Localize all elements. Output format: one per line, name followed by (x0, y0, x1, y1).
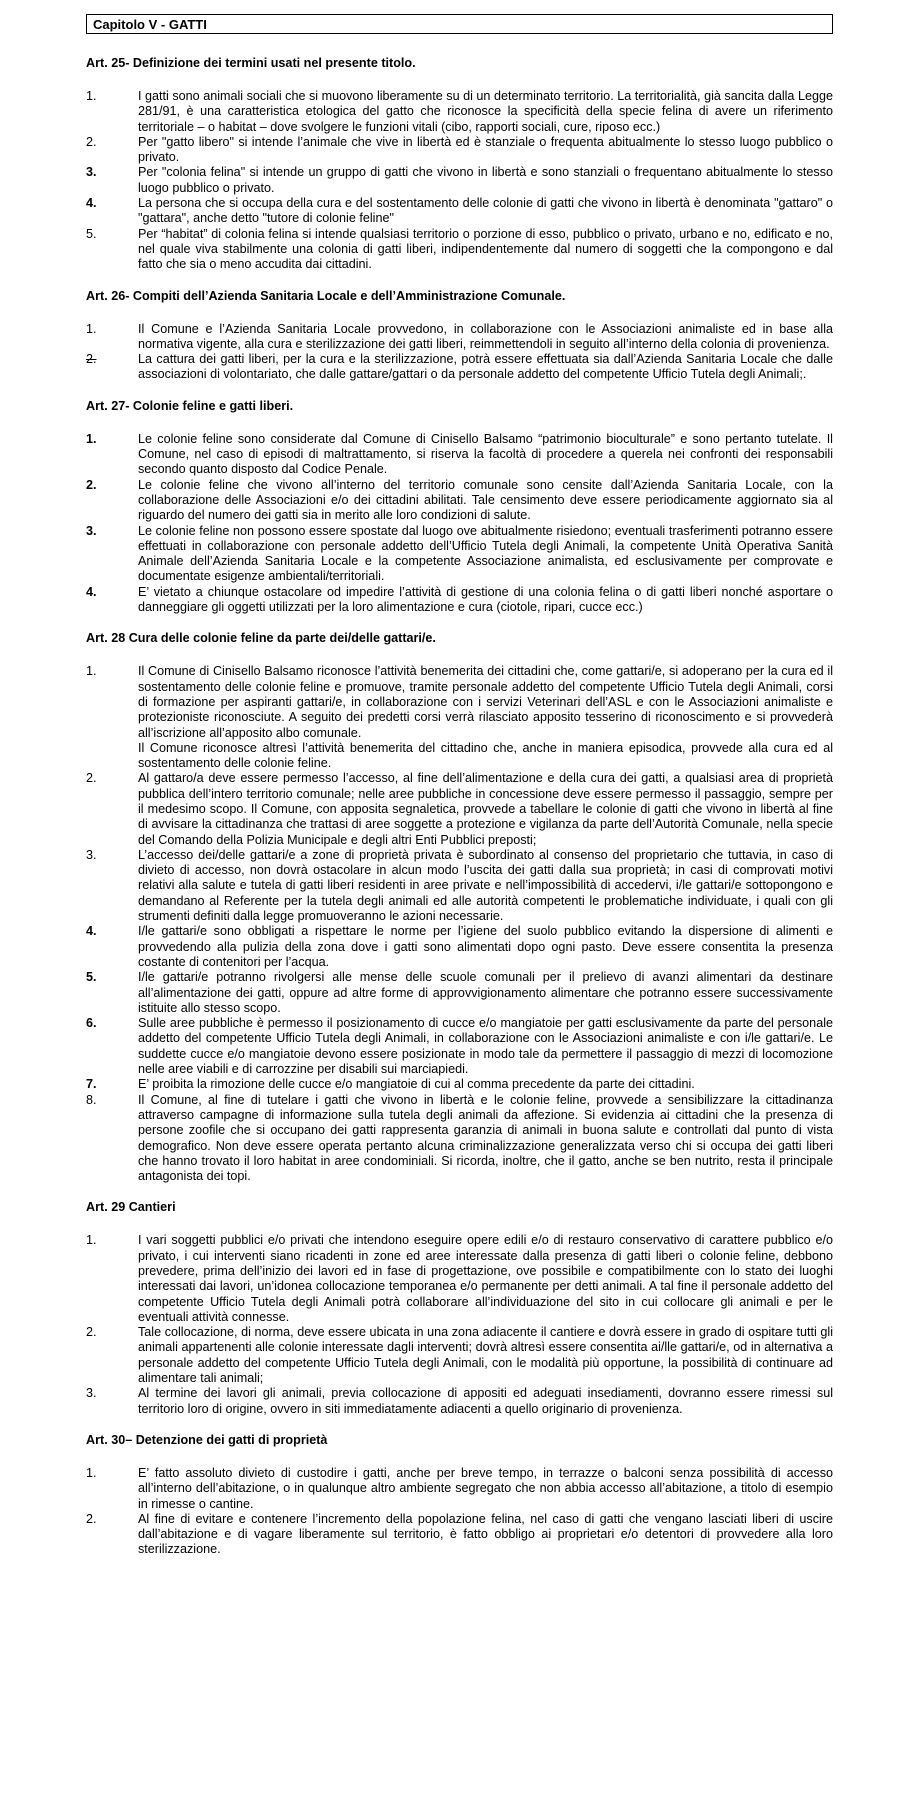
item-number: 5. (86, 226, 97, 241)
item-text: Le colonie feline non possono essere spostate dal luogo ove abitualmente risiedono; eventuali trasferimenti potranno essere effettuati in collaborazione con personale addetto dell’Ufficio Tutela degli Animali, la competente Unità Operativa Sanità Animale dell’Azienda Sanitaria Locale e la competente Associazione animalista, ed esclusivamente per comprovate e documentate esigenze ambientali/territoriali. (138, 523, 833, 584)
item-number: 8. (86, 1092, 97, 1107)
item-number: 2. (86, 134, 97, 149)
item-number: 3. (86, 165, 97, 180)
item-text: I/le gattari/e sono obbligati a rispettare le norme per l’igiene del suolo pubblico evitando la dispersione di alimenti e provvedendo alla pulizia della zona dove i gatti sono alimentati dopo ogni pasto. Deve essere consentita la presenza costante di contenitori per l’acqua. (138, 924, 833, 969)
article-items (86, 89, 833, 273)
article-items (86, 1466, 833, 1558)
list-item (86, 1512, 833, 1558)
list-item (86, 1016, 833, 1077)
article-section (86, 56, 833, 273)
item-text: La persona che si occupa della cura e del sostentamento delle colonie di gatti che vivono in libertà è denominata "gattaro" o "gattara", anche detto "tutore di colonie feline" (138, 196, 833, 226)
item-text: Per "colonia felina" si intende un gruppo di gatti che vivono in libertà e sono stanziali o frequentano abitualmente lo stesso luogo pubblico o privato. (138, 165, 833, 195)
item-number: 1. (86, 431, 97, 446)
item-text: I vari soggetti pubblici e/o privati che intendono eseguire opere edili e/o di restauro conservativo di carattere pubblico e/o privato, i cui interventi siano ricadenti in zone ed aree interessate dalla presenza di gatti liberi o colonie feline, debbono prevedere, prima dell’inizio dei lavori ed in fase di progettazione, ove possibile e compatibilmente con lo stato dei luoghi interessati dai lavori, un’idonea collocazione temporanea e/o permanente per detti animali. A tal fine il personale addetto del competente Ufficio Tutela degli Animali potrà collaborare all’individuazione del sito in cui collocare gli animali e per le eventuali attività connesse. (138, 1233, 833, 1324)
item-number: 5. (86, 970, 97, 985)
list-item (86, 1325, 833, 1386)
item-text: Il Comune, al fine di tutelare i gatti che vivono in libertà e le colonie feline, provvede a sensibilizzare la cittadinanza attraverso campagne di informazione sulla tutela degli animali da affezione. Si evidenzia ai cittadini che la presenza di persone zoofile che si occupano dei gatti rappresenta garanzia di animali in buona salute e controllati dal punto di vista demografico. Non deve essere operata pertanto alcuna criminalizzazione generalizzata verso chi si occupa dei gatti liberi che hanno trovato il loro habitat in aree condominiali. Si ricorda, inoltre, che il gatto, anche se ben nutrito, resta il principale antagonista dei topi. (138, 1092, 833, 1184)
list-item (86, 135, 833, 166)
item-number: 1. (86, 321, 97, 336)
article-section (86, 631, 833, 1184)
item-text: E’ proibita la rimozione delle cucce e/o mangiatoie di cui al comma precedente da parte dei cittadini. (138, 1077, 695, 1092)
item-number: 1. (86, 664, 97, 679)
item-number: 6. (86, 1016, 97, 1031)
list-item (86, 970, 833, 1016)
list-item (86, 1466, 833, 1512)
list-item (86, 1233, 833, 1325)
item-number: 2. (86, 477, 97, 492)
article-section (86, 1200, 833, 1417)
item-text: Per “habitat” di colonia felina si intende qualsiasi territorio o porzione di esso, pubblico o privato, urbano e no, edificato e no, nel quale viva stabilmente una colonia di gatti liberi, indipendentemente dal numero di soggetti che la compongono e dal fatto che sia o meno accudita dai cittadini. (138, 226, 833, 272)
article-section (86, 399, 833, 616)
article-title: Art. 30– Detenzione dei gatti di proprietà (86, 1432, 328, 1447)
item-number: 2. (86, 352, 97, 367)
item-text: Tale collocazione, di norma, deve essere ubicata in una zona adiacente il cantiere e dovrà essere in grado di ospitare tutti gli animali appartenenti alle colonie interessate dagli interventi; dovrà altresì essere consentita ai/lle gattari/e, od in alternativa a personale addetto del competente Ufficio Tutela degli Animali, con le modalità più opportune, la possibilità di continuare ad alimentare tali animali; (138, 1325, 833, 1386)
item-number: 2. (86, 1511, 97, 1526)
item-text: E’ vietato a chiunque ostacolare od impedire l’attività di gestione di una colonia felina o di gatti liberi nonché asportare o danneggiare gli oggetti utilizzati per la loro alimentazione e cura (ciotole, ripari, cucce ecc.) (138, 584, 833, 615)
list-item (86, 848, 833, 924)
list-item (86, 1093, 833, 1185)
list-item (86, 664, 833, 771)
list-item (86, 227, 833, 273)
list-item (86, 322, 833, 353)
item-number: 2. (86, 1325, 97, 1340)
article-section (86, 289, 833, 383)
article-title: Art. 29 Cantieri (86, 1200, 176, 1215)
item-text: Al termine dei lavori gli animali, previa collocazione di appositi ed adeguati insediamenti, dovranno essere rimessi sul territorio loro di origine, ovvero in siti immediatamente adiacenti a quello originario di provenienza. (138, 1386, 833, 1416)
list-item (86, 585, 833, 616)
item-text: L’accesso dei/delle gattari/e a zone di proprietà privata è subordinato al consenso del proprietario che tuttavia, in caso di divieto di accesso, non dovrà ostacolare in alcun modo l’uscita dei gatti dalla sua proprietà; in casi di comprovati motivi relativi alla salute e tutela di gatti liberi residenti in aree private e nell’impossibilità di accedervi, i/le gattari/e sottopongono e demandano al Referente per la tutela degli animali ed alle autorità competenti le problematiche individuate, i quali con gli strumenti definiti dalla legge promuoveranno le azioni necessarie. (138, 847, 833, 924)
item-text: Le colonie feline che vivono all’interno del territorio comunale sono censite dall’Azienda Sanitaria Locale, con la collaborazione delle Associazioni e/o dei cittadini abilitati. Tale censimento deve essere periodicamente aggiornato sia al riguardo del numero dei gatti sia in merito alle loro condizioni di salute. (138, 477, 833, 523)
list-item (86, 1077, 833, 1092)
item-text: I/le gattari/e potranno rivolgersi alle mense delle scuole comunali per il prelievo di avanzi alimentari da destinare all’alimentazione dei gatti, oppure ad altre forme di approvvigionamento alimentare che potranno essere successivamente istituite allo stesso scopo. (138, 970, 833, 1015)
chapter-heading: Capitolo V - GATTI (86, 14, 833, 34)
item-text: Il Comune e l’Azienda Sanitaria Locale provvedono, in collaborazione con le Associazioni animaliste ed in base alla normativa vigente, alla cura e sterilizzazione dei gatti liberi, reimmettendoli in seguito all’interno della colonia di provenienza. (138, 321, 833, 351)
item-number: 3. (86, 1386, 97, 1401)
article-title: Art. 28 Cura delle colonie feline da parte dei/delle gattari/e. (86, 631, 436, 646)
item-number: 7. (86, 1077, 97, 1092)
item-number: 4. (86, 924, 97, 939)
article-items (86, 1233, 833, 1417)
list-item (86, 1386, 833, 1417)
item-text: Il Comune di Cinisello Balsamo riconosce l’attività benemerita dei cittadini che, come gattari/e, si adoperano per la cura ed il sostentamento delle colonie feline e promuove, tramite personale addetto del competente Ufficio Tutela degli Animali, corsi di formazione per aspiranti gattari/e, in collaborazione con i servizi Veterinari dell’ASL e con le Associazioni animaliste e protezioniste riconosciute. A seguito dei predetti corsi verrà rilasciato apposito tesserino di riconoscimento e si provvederà all’iscrizione all’apposito albo comunale. Il Comune riconosce altresì l’attività benemerita del cittadino che, anche in maniera episodica, provvede alla cura ed al sostentamento delle colonie feline. (138, 664, 833, 771)
article-title: Art. 27- Colonie feline e gatti liberi. (86, 398, 294, 413)
item-number: 4. (86, 196, 97, 211)
list-item (86, 524, 833, 585)
list-item (86, 924, 833, 970)
article-items (86, 322, 833, 383)
item-text: Sulle aree pubbliche è permesso il posizionamento di cucce e/o mangiatoie per gatti esclusivamente da parte del personale addetto del competente Ufficio Tutela degli Animali, in collaborazione con le Associazioni animaliste e con i/le gattari/e. Le suddette cucce e/o mangiatoie devono essere posizionate in modo tale da permettere il passaggio di mezzi di locomozione nelle aree viabili e di carrozzine per disabili sui marciapiedi. (138, 1016, 833, 1077)
article-items (86, 664, 833, 1184)
item-text: Le colonie feline sono considerate dal Comune di Cinisello Balsamo “patrimonio bioculturale” e sono pertanto tutelate. Il Comune, nel caso di episodi di maltrattamento, si riserva la facoltà di procedere a querela nei confronti dei responsabili secondo quanto disposto dal Codice Penale. (138, 431, 833, 477)
list-item (86, 196, 833, 227)
item-number: 3. (86, 523, 97, 538)
item-text: Per "gatto libero" si intende l’animale che vive in libertà ed è stanziale o frequenta abitualmente lo stesso luogo pubblico o privato. (138, 134, 833, 165)
article-section (86, 1433, 833, 1558)
list-item (86, 432, 833, 478)
item-text: Al fine di evitare e contenere l’incremento della popolazione felina, nel caso di gatti che vengano lasciati liberi di uscire dall’abitazione e di vagare liberamente sul territorio, è fatto obbligo ai proprietari e/o detentori di provvedere alla loro sterilizzazione. (138, 1511, 833, 1557)
item-text: I gatti sono animali sociali che si muovono liberamente su di un determinato territorio. La territorialità, già sancita dalla Legge 281/91, è una caratteristica etologica del gatto che riconosce la specificità della specie felina di avere un riferimento territoriale – o habitat – dove svolgere le funzioni vitali (cibo, rapporti sociali, cure, riposo ecc.) (138, 89, 833, 134)
item-number: 1. (86, 1465, 97, 1480)
list-item (86, 352, 833, 383)
item-number: 1. (86, 89, 97, 103)
item-number: 1. (86, 1233, 97, 1248)
list-item (86, 165, 833, 196)
list-item (86, 771, 833, 847)
item-text: E’ fatto assoluto divieto di custodire i gatti, anche per breve tempo, in terrazze o balconi senza possibilità di accesso all’interno dell’abitazione, o in qualunque altro ambiente segregato che non abbia accesso all’abitazione, a titolo di esempio in rimesse o cantine. (138, 1465, 833, 1511)
articles-container (86, 56, 833, 1558)
item-number: 4. (86, 584, 97, 599)
article-items (86, 432, 833, 616)
article-title: Art. 26- Compiti dell’Azienda Sanitaria Locale e dell’Amministrazione Comunale. (86, 288, 566, 303)
item-text: La cattura dei gatti liberi, per la cura e la sterilizzazione, potrà essere effettuata sia dall’Azienda Sanitaria Locale che dalle associazioni di volontariato, che dalle gattare/gattari o da personale addetto del competente Ufficio Tutela degli Animali;. (138, 352, 833, 382)
item-number: 2. (86, 771, 97, 786)
article-title: Art. 25- Definizione dei termini usati nel presente titolo. (86, 56, 416, 70)
list-item (86, 478, 833, 524)
list-item (86, 89, 833, 135)
item-text: Al gattaro/a deve essere permesso l’accesso, al fine dell’alimentazione e della cura dei gatti, a qualsiasi area di proprietà pubblica dell’intero territorio comunale; nelle aree pubbliche in concessione deve essere permesso il passaggio, sempre per il medesimo scopo. Il Comune, con apposita segnaletica, provvede a tabellare le colonie di gatti che vivono in libertà al fine di avvisare la cittadinanza che trattasi di aree soggette a protezione e vigilanza da parte dell’Autorità Comunale, nella specie del Comando della Polizia Municipale e degli altri Enti Pubblici preposti; (138, 771, 833, 847)
item-number: 3. (86, 847, 97, 862)
